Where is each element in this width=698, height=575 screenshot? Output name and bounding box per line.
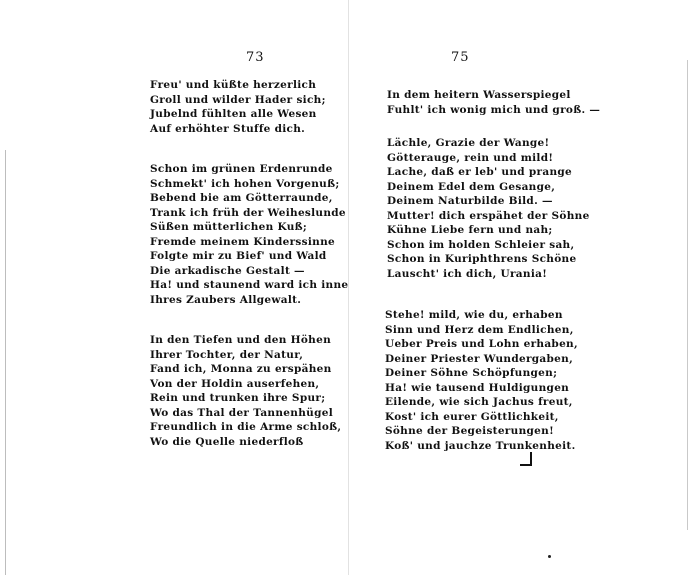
verse-line: Mutter! dich erspähet der Söhne (387, 209, 590, 222)
verse-line: Deiner Söhne Schöpfungen; (385, 367, 558, 379)
verse-line: Schon im grünen Erdenrunde (150, 163, 333, 175)
verse-line: Groll und wilder Hader sich; (150, 93, 326, 106)
stanza-left-2 (150, 162, 348, 307)
verse-line: Freundlich in die Arme schloß, (150, 421, 342, 433)
verse-line: Deinem Edel dem Gesange, (387, 180, 556, 193)
stanza-left-3 (150, 333, 341, 449)
verse-line: Ihres Zaubers Allgewalt. (150, 293, 302, 306)
verse-line: Fuhlt' ich wonig mich und groß. — (387, 103, 601, 116)
verse-line: Bebend bie am Götterraunde, (150, 192, 333, 204)
verse-line: Trank ich früh der Weiheslunde (150, 206, 346, 219)
right-page (349, 0, 698, 575)
page-number-right: 75 (451, 50, 470, 65)
stanza-right-3 (385, 308, 578, 453)
verse-line: Fremde meinem Kinderssinne (150, 235, 335, 248)
verse-line: Rein und trunken ihre Spur; (150, 392, 326, 404)
verse-line: Deiner Priester Wundergaben, (385, 352, 574, 365)
verse-line: Folgte mir zu Bief' und Wald (150, 250, 327, 262)
verse-line: Ihrer Tochter, der Natur, (150, 348, 304, 361)
verse-line: Ha! und staunend ward ich inne (150, 279, 349, 291)
end-mark-icon (520, 452, 532, 466)
verse-line: Lauscht' ich dich, Urania! (387, 267, 548, 280)
stanza-right-2 (387, 136, 590, 281)
verse-line: Fand ich, Monna zu erspähen (150, 363, 332, 375)
verse-line: Söhne der Begeisterungen! (385, 425, 554, 437)
verse-line: In dem heitern Wasserspiegel (387, 89, 571, 101)
ink-speck (548, 555, 551, 558)
verse-line: Stehe! mild, wie du, erhaben (385, 309, 563, 321)
verse-line: Süßen mütterlichen Kuß; (150, 221, 308, 233)
stanza-right-1 (387, 88, 600, 117)
verse-line: Kühne Liebe fern und nah; (387, 224, 553, 236)
verse-line: Sinn und Herz dem Endlichen, (385, 323, 574, 336)
verse-line: In den Tiefen und den Höhen (150, 334, 332, 346)
page-number-left: 73 (246, 50, 265, 65)
verse-line: Schmekt' ich hohen Vorgenuß; (150, 177, 340, 190)
verse-line: Koß' und jauchze Trunkenheit. (385, 439, 576, 452)
verse-line: Auf erhöhter Stuffe dich. (150, 122, 306, 135)
verse-line: Die arkadische Gestalt — (150, 264, 305, 277)
verse-line: Ueber Preis und Lohn erhaben, (385, 338, 578, 350)
verse-line: Freu' und küßte herzerlich (150, 79, 317, 91)
verse-line: Wo die Quelle niederfloß (150, 435, 304, 448)
verse-line: Eilende, wie sich Jachus freut, (385, 396, 573, 408)
verse-line: Kost' ich eurer Göttlichkeit, (385, 410, 559, 423)
page-edge-left (5, 150, 6, 575)
verse-line: Deinem Naturbilde Bild. — (387, 195, 553, 207)
verse-line: Jubelnd fühlten alle Wesen (150, 108, 317, 120)
verse-line: Götterauge, rein und mild! (387, 151, 554, 164)
verse-line: Ha! wie tausend Huldigungen (385, 381, 570, 394)
verse-line: Lache, daß er leb' und prange (387, 166, 573, 178)
verse-line: Wo das Thal der Tannenhügel (150, 406, 333, 419)
verse-line: Lächle, Grazie der Wange! (387, 137, 550, 149)
stanza-left-1 (150, 78, 326, 136)
verse-line: Schon im holden Schleier sah, (387, 238, 575, 251)
verse-line: Von der Holdin auserfehen, (150, 377, 320, 390)
verse-line: Schon in Kuriphthrens Schöne (387, 253, 577, 265)
